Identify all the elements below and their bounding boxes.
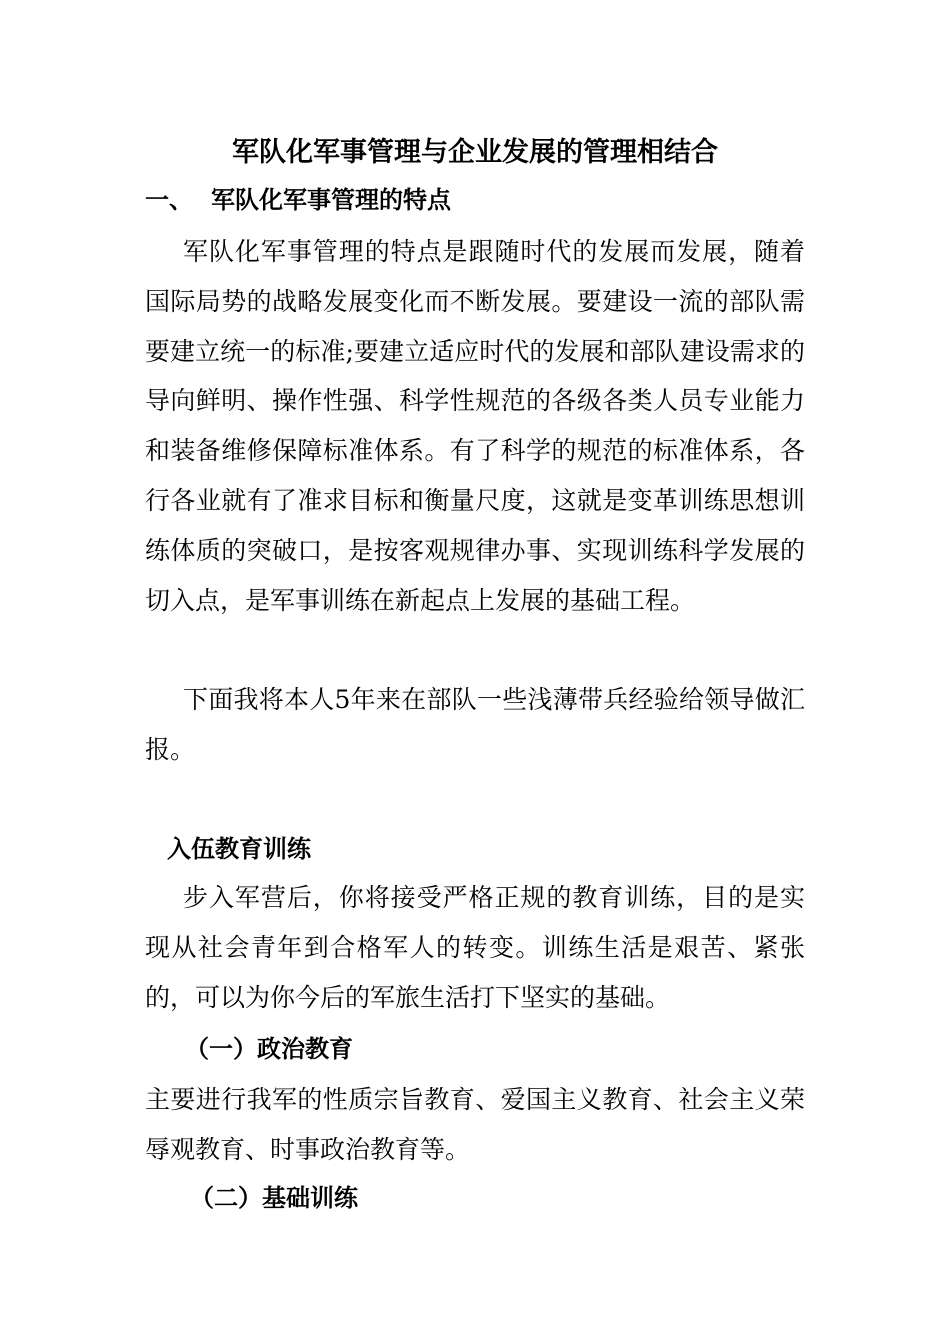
section-number: 一、 <box>145 185 193 214</box>
body-paragraph: 下面我将本人5年来在部队一些浅薄带兵经验给领导做汇报。 <box>145 685 805 764</box>
subsection-heading: （二）基础训练 <box>190 1183 358 1212</box>
body-paragraph: 军队化军事管理的特点是跟随时代的发展而发展，随着国际局势的战略发展变化而不断发展。要建设一流的部队需要建立统一的标准;要建立适应时代的发展和部队建设需求的导向鲜明、操作性强、科学性规范的各级各类人员专业能力和装备维修保障标准体系。有了科学的规范的标准体系，各行各业就有了准求目标和衡量尺度，这就是变革训练思想训练体质的突破口，是按客观规律办事、实现训练科学发展的切入点，是军事训练在新起点上发展的基础工程。 <box>145 237 805 615</box>
body-paragraph: 主要进行我军的性质宗旨教育、爱国主义教育、社会主义荣辱观教育、时事政治教育等。 <box>145 1085 805 1164</box>
section-heading: 入伍教育训练 <box>167 834 311 863</box>
section-heading <box>145 182 451 218</box>
subsection-heading: （一）政治教育 <box>185 1034 353 1063</box>
document-title: 军队化军事管理与企业发展的管理相结合 <box>232 137 718 168</box>
section-heading-text: 军队化军事管理的特点 <box>211 185 451 214</box>
body-paragraph: 步入军营后，你将接受严格正规的教育训练，目的是实现从社会青年到合格军人的转变。训练生活是艰苦、紧张的，可以为你今后的军旅生活打下坚实的基础。 <box>145 883 805 1012</box>
